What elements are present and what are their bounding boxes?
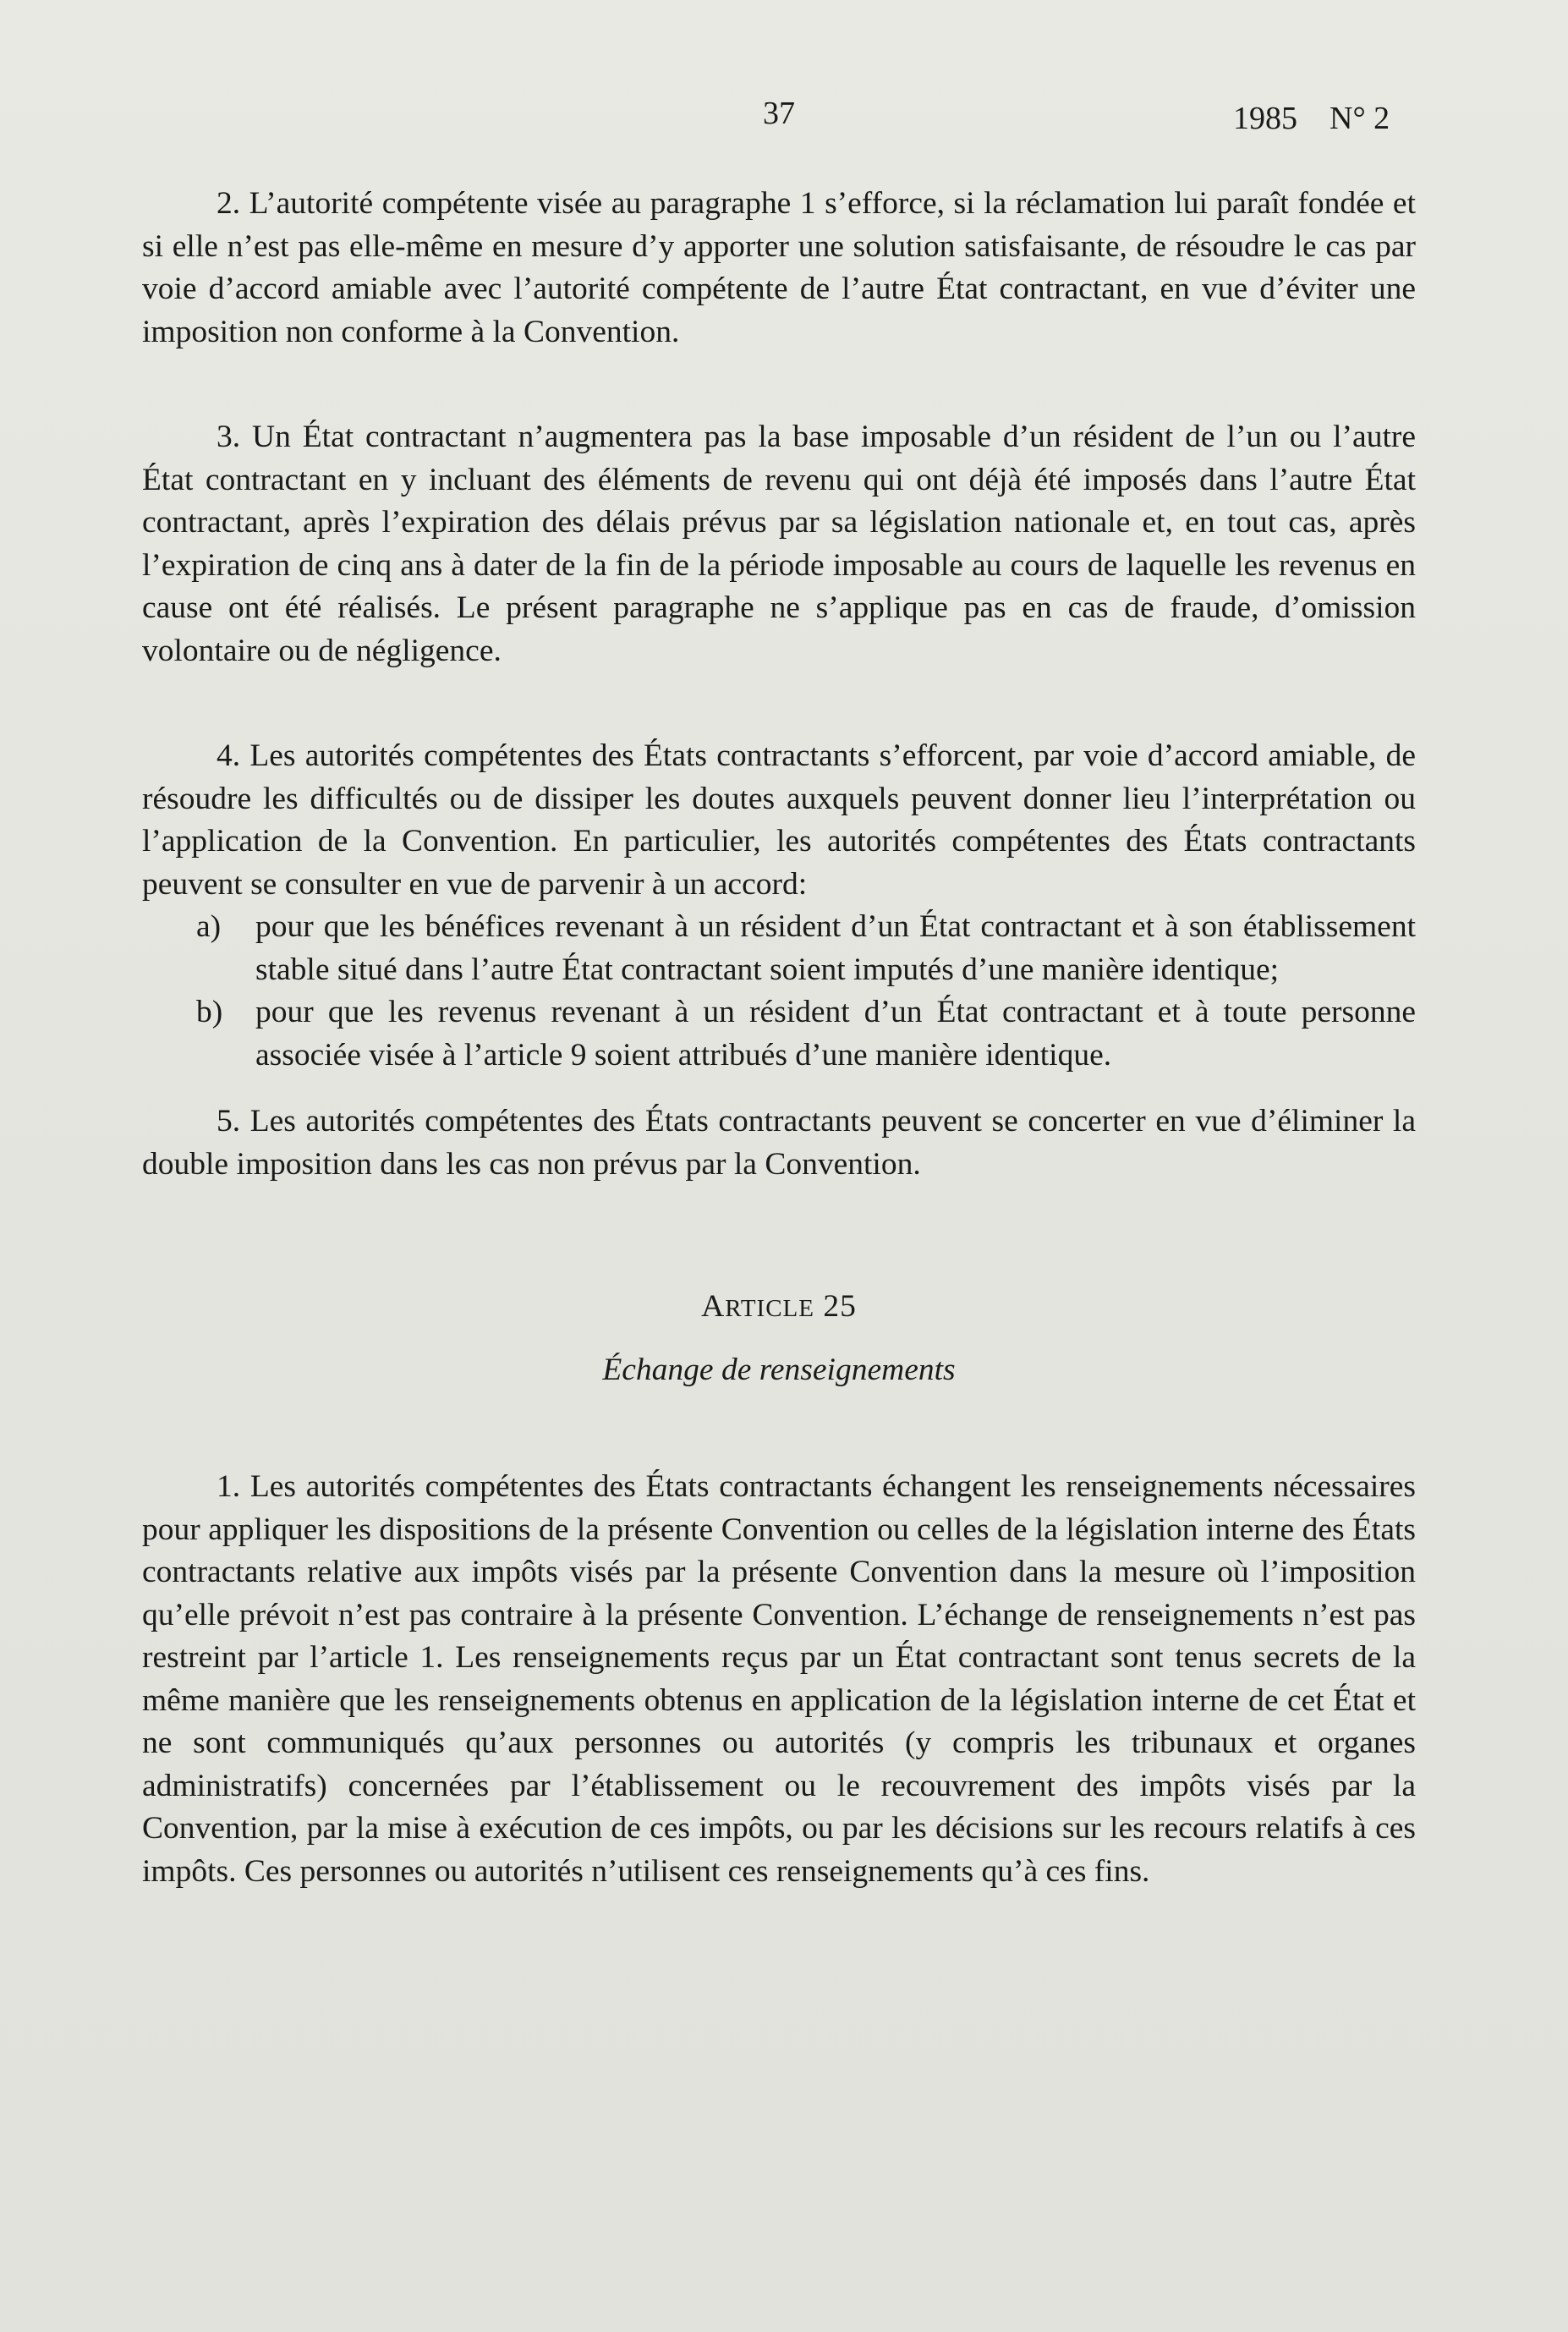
list-marker-b: b) <box>196 995 223 1029</box>
list-item-b <box>142 991 1416 1077</box>
list-item-a <box>142 906 1416 991</box>
article-heading <box>142 1286 1416 1331</box>
article-subtitle: Échange de renseignements <box>602 1352 956 1387</box>
paragraph-5: 5. Les autorités compétentes des États contractants peuvent se concerter en vue d’éliminer la double imposition dans les cas non prévus par la Convention. <box>142 1104 1416 1182</box>
document-body <box>142 183 1416 1893</box>
article-heading-rest: RTICLE <box>725 1295 814 1322</box>
page-number: 37 <box>763 96 795 131</box>
list-text-b: pour que les revenus revenant à un résident d’un État contractant et à toute personne associée visée à l’article 9 soient attribués d’une manière identique. <box>255 995 1416 1073</box>
year-issue-label: 1985 N° 2 <box>1233 101 1390 136</box>
paragraph-4: 4. Les autorités compétentes des États contractants s’efforcent, par voie d’accord amiable, de résoudre les difficultés ou de dissiper les doutes auxquels peuvent donner lieu l’interprétation ou l’application de la Convention. En particulier, les autorités compétentes des États contractants peuvent se consulter en vue de parvenir à un accord: <box>142 738 1416 902</box>
paragraph-3: 3. Un État contractant n’augmentera pas la base imposable d’un résident de l’un ou l’autre État contractant en y incluant des éléments de revenu qui ont déjà été imposés dans l’autre État contractant, après l’expiration des délais prévus par sa législation nationale et, en tout cas, après l’expiration de cinq ans à dater de la fin de la période imposable au cours de laquelle les revenus en cause ont été réalisés. Le présent paragraphe ne s’applique pas en cas de fraude, d’omission volontaire ou de négligence. <box>142 420 1416 668</box>
page-header <box>0 95 1568 145</box>
article-heading-initial: A <box>701 1289 726 1324</box>
paragraph-2: 2. L’autorité compétente visée au paragraphe 1 s’efforce, si la réclamation lui paraît fondée et si elle n’est pas elle-même en mesure d’y apporter une solution satisfaisante, de résoudre le cas par voie d’accord amiable avec l’autorité compétente de l’autre État contractant, en vue d’éviter une imposition non conforme à la Convention. <box>142 186 1416 349</box>
article-paragraph-1: 1. Les autorités compétentes des États contractants échangent les renseignements nécessaires pour appliquer les dispositions de la présente Convention ou celles de la législation interne des États contractants relative aux impôts visés par la présente Convention dans la mesure où l’imposition qu’elle prévoit n’est pas contraire à la présente Convention. L’échange de renseignements n’est pas restreint par l’article 1. Les renseignements reçus par un État contractant sont tenus secrets de la même manière que les renseignements obtenus en application de la législation interne de cet État et ne sont communiqués qu’aux personnes ou autorités (y compris les tribunaux et organes administratifs) concernées par l’établissement ou le recouvrement des impôts visés par la Convention, par la mise à exécution de ces impôts, ou par les décisions sur les recours relatifs à ces impôts. Ces personnes ou autorités n’utilisent ces renseignements qu’à ces fins. <box>142 1469 1416 1889</box>
list-text-a: pour que les bénéfices revenant à un résident d’un État contractant et à son établissement stable situé dans l’autre État contractant soient imputés d’une manière identique; <box>255 909 1416 987</box>
list-marker-a: a) <box>196 909 222 944</box>
article-number: 25 <box>823 1289 857 1324</box>
